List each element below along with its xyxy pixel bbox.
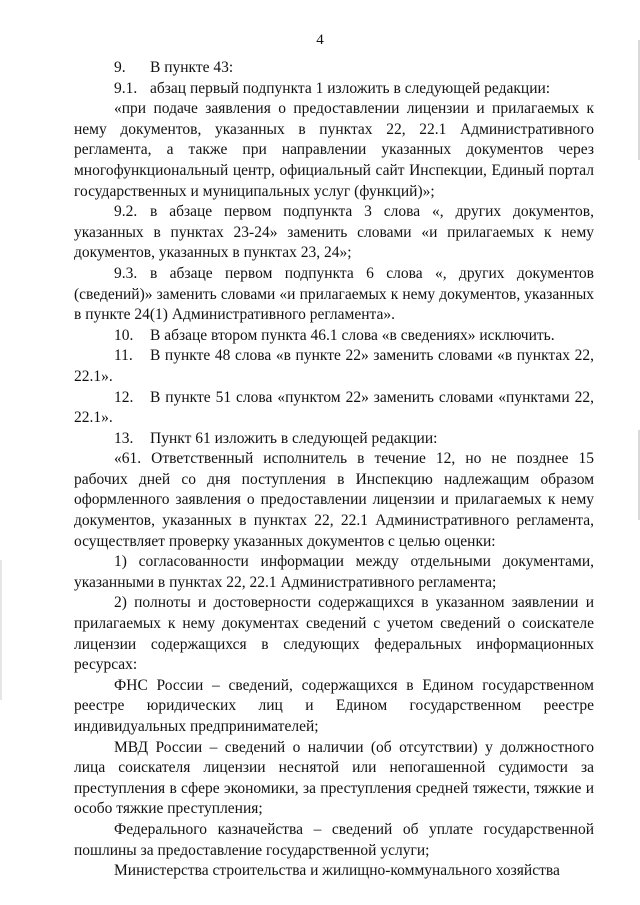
item-text: В пункте 43: <box>150 59 234 76</box>
list-item <box>74 202 594 264</box>
item-text: в абзаце первом подпункта 6 слова «, других документов (сведений)» заменить словами «и прилагаемых к нему документов, указанных в пункте 24(1) Административного регламента». <box>74 264 594 324</box>
item-number: 11. <box>114 347 133 365</box>
item-number: 9.1. <box>114 79 138 97</box>
item-number: 9. <box>114 59 126 76</box>
paragraph: 1) согласованности информации между отдельными документами, указанными в пунктах 22, 22.1 Административного регламента; <box>74 553 594 591</box>
item-number: 10. <box>114 326 134 344</box>
item-text: В пункте 51 слова «пунктом 22» заменить словами «пунктами 22, 22.1». <box>74 388 594 427</box>
document-body <box>74 58 594 882</box>
item-text: в абзаце первом подпункта 3 слова «, других документов, указанных в пунктах 23-24» заменить словами «и прилагаемых к нему документов, указанных в пунктах 23, 24»; <box>74 203 594 262</box>
item-number: 9.3. <box>114 264 138 282</box>
paragraph: МВД России – сведений о наличии (об отсутствии) у должностного лица соискателя лицензии неснятой или непогашенной судимости за преступления в сфере экономики, за преступления средней тяжести, тяжкие и особо тяжкие преступления; <box>74 738 594 818</box>
item-text: абзац первый подпункта 1 изложить в следующей редакции: <box>150 79 551 97</box>
list-item <box>74 429 594 450</box>
paragraph: Министерства строительства и жилищно-коммунального хозяйства <box>114 862 560 880</box>
item-text: В пункте 48 слова «в пункте 22» заменить словами «в пунктах 22, 22.1». <box>74 347 594 385</box>
list-item <box>74 326 594 347</box>
paragraph: 2) полноты и достоверности содержащихся в указанном заявлении и прилагаемых к нему документах сведений с учетом сведений о соискателе лицензии содержащихся в следующих федеральных информационных ресурсах: <box>74 594 594 674</box>
quoted-paragraph: «61. Ответственный исполнитель в течение 12, но не позднее 15 рабочих дней со дня поступления в Инспекцию надлежащим образом оформленного заявления о предоставлении лицензии и прилагаемых к нему документов, указанных в пунктах 22, 22.1 Административного регламента, осуществляет проверку указанных документов с целью оценки: <box>74 450 594 550</box>
list-item <box>74 58 594 79</box>
item-number: 9.2. <box>114 203 138 221</box>
paragraph: Федерального казначейства – сведений об уплате государственной пошлины за предоставление государственной услуги; <box>74 820 594 859</box>
list-item <box>74 388 594 429</box>
item-number: 12. <box>114 388 134 406</box>
page-number: 4 <box>316 32 324 48</box>
quoted-paragraph: «при подаче заявления о предоставлении лицензии и прилагаемых к нему документов, указанных в пунктах 22, 22.1 Административного регламента, а также при направлении указанных документов через многофункциональный центр, официальный сайт Инспекции, Единый портал государственных и муниципальных услуг (функций)»; <box>74 100 594 200</box>
paragraph: ФНС России – сведений, содержащихся в Едином государственном реестре юридических лиц и Едином государственном реестре индивидуальных предпринимателей; <box>74 676 594 735</box>
item-number: 13. <box>114 429 134 447</box>
list-item <box>74 346 594 387</box>
item-text: В абзаце втором пункта 46.1 слова «в сведениях» исключить. <box>150 326 555 344</box>
list-item <box>74 264 594 326</box>
item-text: Пункт 61 изложить в следующей редакции: <box>150 429 438 447</box>
scan-edge-mark <box>0 560 2 700</box>
list-item <box>74 79 594 100</box>
